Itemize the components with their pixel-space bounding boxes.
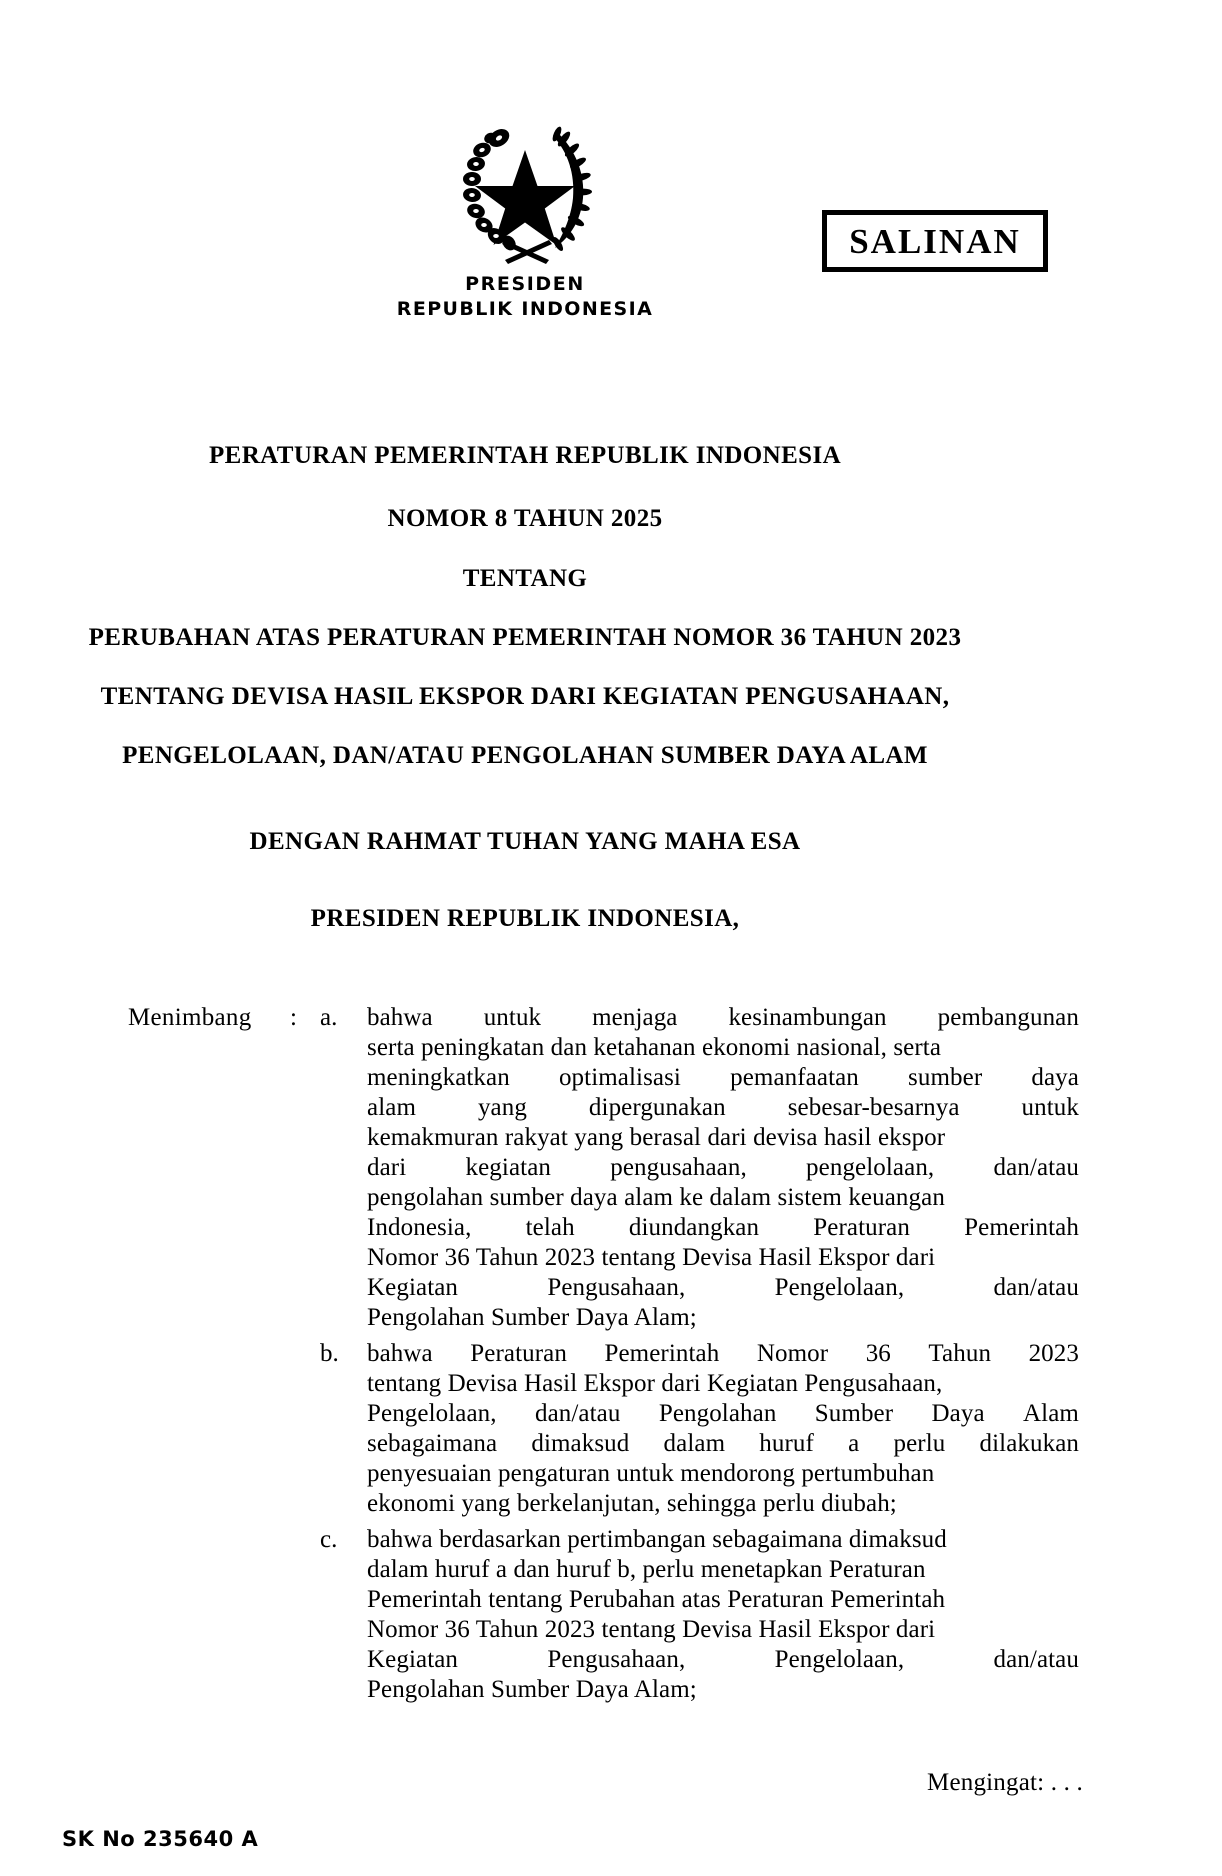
emblem-caption bbox=[0, 272, 1050, 322]
text-line: bahwa Peraturan Pemerintah Nomor 36 Tahun 2023 bbox=[367, 1340, 1079, 1367]
text-line: sebagaimana dimaksud dalam huruf a perlu dilakukan bbox=[367, 1430, 1079, 1457]
title-line-subject-2: TENTANG DEVISA HASIL EKSPOR DARI KEGIATAN PENGUSAHAAN, bbox=[100, 683, 950, 710]
considerations-label: Menimbang bbox=[128, 1004, 252, 1031]
consideration-item-marker: b. bbox=[320, 1340, 339, 1367]
title-block bbox=[0, 440, 1050, 934]
title-line-regulation: PERATURAN PEMERINTAH REPUBLIK INDONESIA bbox=[208, 442, 842, 469]
consideration-item-marker: a. bbox=[320, 1004, 338, 1031]
text-line: dari kegiatan pengusahaan, pengelolaan, dan/atau bbox=[367, 1154, 1079, 1181]
text-line: Nomor 36 Tahun 2023 tentang Devisa Hasil Ekspor dari bbox=[367, 1244, 936, 1271]
text-line: serta peningkatan dan ketahanan ekonomi nasional, serta bbox=[367, 1034, 942, 1061]
consideration-item-text bbox=[367, 1339, 1079, 1519]
title-line-blessing: DENGAN RAHMAT TUHAN YANG MAHA ESA bbox=[249, 827, 801, 855]
text-line: ekonomi yang berkelanjutan, sehingga perlu diubah; bbox=[367, 1490, 897, 1517]
consideration-item-text bbox=[367, 1525, 1079, 1705]
text-line: pengolahan sumber daya alam ke dalam sistem keuangan bbox=[367, 1184, 945, 1211]
text-line: alam yang dipergunakan sebesar-besarnya untuk bbox=[367, 1094, 1079, 1121]
text-line: Pemerintah tentang Perubahan atas Peraturan Pemerintah bbox=[367, 1586, 946, 1613]
text-line: dalam huruf a dan huruf b, perlu menetapkan Peraturan bbox=[367, 1556, 926, 1583]
considerations-items bbox=[0, 1003, 1222, 1705]
text-line: bahwa berdasarkan pertimbangan sebagaimana dimaksud bbox=[367, 1526, 947, 1553]
text-line: Nomor 36 Tahun 2023 tentang Devisa Hasil Ekspor dari bbox=[367, 1616, 936, 1643]
salinan-stamp-box bbox=[822, 210, 1048, 272]
considerations-section bbox=[0, 1003, 1222, 1711]
emblem-caption-line-1: PRESIDEN bbox=[465, 273, 585, 295]
title-line-number: NOMOR 8 TAHUN 2025 bbox=[387, 505, 663, 533]
title-line-president: PRESIDEN REPUBLIK INDONESIA, bbox=[310, 904, 740, 932]
text-line: Kegiatan Pengusahaan, Pengelolaan, dan/atau bbox=[367, 1274, 1079, 1301]
emblem-caption-line-2: REPUBLIK INDONESIA bbox=[396, 298, 654, 320]
consideration-item bbox=[0, 1339, 1222, 1519]
text-line: Pengolahan Sumber Daya Alam; bbox=[367, 1304, 697, 1331]
text-line: Pengolahan Sumber Daya Alam; bbox=[367, 1676, 697, 1703]
text-line: Pengelolaan, dan/atau Pengolahan Sumber Daya Alam bbox=[367, 1400, 1079, 1427]
consideration-item-text bbox=[367, 1003, 1079, 1333]
text-line: bahwa untuk menjaga kesinambungan pembangunan bbox=[367, 1004, 1079, 1031]
sk-number-footer: SK No 235640 A bbox=[62, 1827, 259, 1851]
title-line-tentang: TENTANG bbox=[462, 564, 588, 592]
consideration-item bbox=[0, 1525, 1222, 1705]
text-line: penyesuaian pengaturan untuk mendorong pertumbuhan bbox=[367, 1460, 935, 1487]
consideration-item-marker: c. bbox=[320, 1526, 338, 1553]
continuation-note: Mengingat: . . . bbox=[927, 1769, 1083, 1796]
salinan-stamp-label: SALINAN bbox=[849, 221, 1021, 261]
title-line-subject-3: PENGELOLAAN, DAN/ATAU PENGOLAHAN SUMBER DAYA ALAM bbox=[122, 742, 928, 770]
considerations-colon: : bbox=[290, 1004, 297, 1031]
text-line: meningkatkan optimalisasi pemanfaatan sumber daya bbox=[367, 1064, 1079, 1091]
consideration-item bbox=[0, 1003, 1222, 1333]
text-line: tentang Devisa Hasil Ekspor dari Kegiatan Pengusahaan, bbox=[367, 1370, 943, 1397]
text-line: kemakmuran rakyat yang berasal dari devisa hasil ekspor bbox=[367, 1124, 946, 1151]
garuda-star-wreath-emblem-icon bbox=[445, 112, 605, 267]
text-line: Kegiatan Pengusahaan, Pengelolaan, dan/atau bbox=[367, 1646, 1079, 1673]
title-line-subject-1: PERUBAHAN ATAS PERATURAN PEMERINTAH NOMOR 36 TAHUN 2023 bbox=[88, 623, 962, 651]
text-line: Indonesia, telah diundangkan Peraturan Pemerintah bbox=[367, 1214, 1079, 1241]
